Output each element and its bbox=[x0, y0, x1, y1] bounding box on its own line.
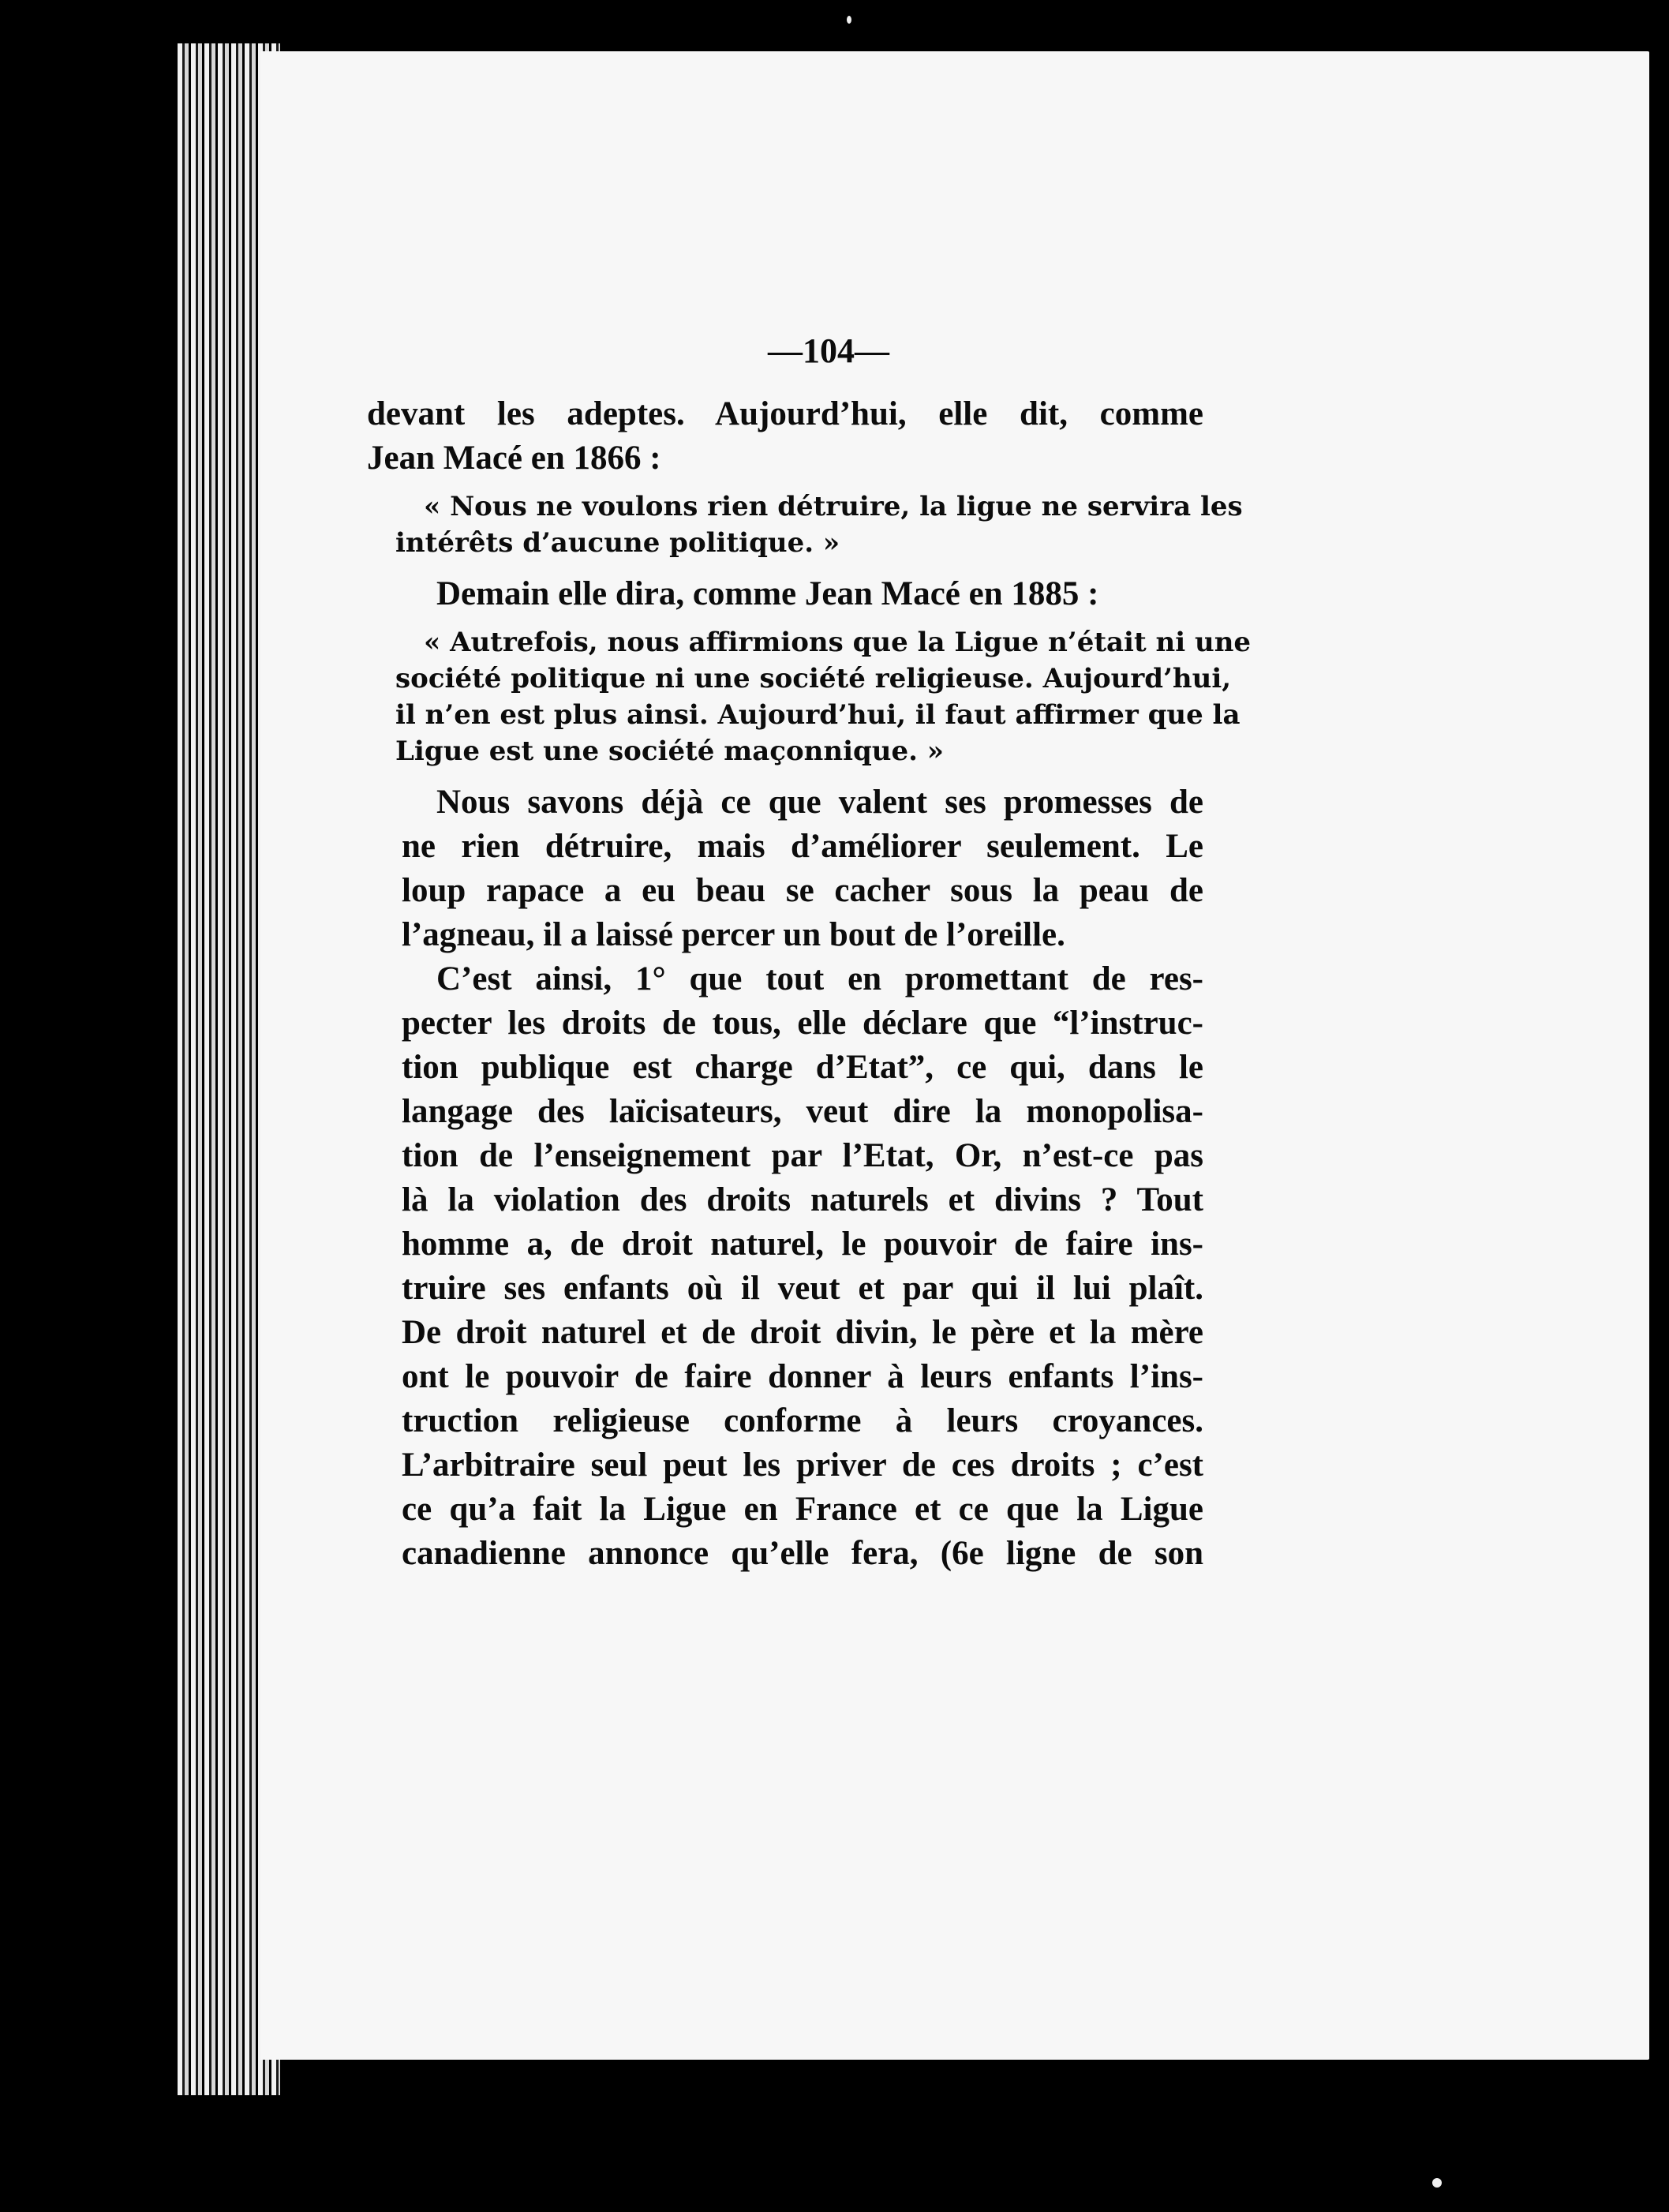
text-line: loup rapace a eu beau se cacher sous la peau de bbox=[402, 872, 1203, 909]
text-line: ont le pouvoir de faire donner à leurs enfants l’ins- bbox=[402, 1358, 1203, 1395]
text-line: devant les adeptes. Aujourd’hui, elle dit, comme bbox=[367, 395, 1203, 432]
quotation-block bbox=[367, 624, 1252, 769]
text-line: société politique ni une société religieuse. Aujourd’hui, bbox=[395, 663, 1232, 694]
text-line: L’arbitraire seul peut les priver de ces droits ; c’est bbox=[402, 1447, 1203, 1484]
text-line: truction religieuse conforme à leurs croyances. bbox=[402, 1402, 1203, 1439]
text-line: C’est ainsi, 1° que tout en promettant de res- bbox=[436, 960, 1203, 997]
text-line: intérêts d’aucune politique. » bbox=[395, 527, 840, 559]
body-text bbox=[367, 392, 1252, 1576]
scan-speck bbox=[1432, 2178, 1442, 2188]
text-line: Jean Macé en 1866 : bbox=[367, 440, 661, 477]
text-line: Demain elle dira, comme Jean Macé en 1885 : bbox=[436, 575, 1099, 612]
paragraph bbox=[367, 957, 1203, 1576]
text-line: ne rien détruire, mais d’améliorer seulement. Le bbox=[402, 828, 1203, 865]
text-line: l’agneau, il a laissé percer un bout de l’oreille. bbox=[402, 916, 1065, 953]
text-line: Ligue est une société maçonnique. » bbox=[395, 735, 945, 767]
text-line: tion de l’enseignement par l’Etat, Or, n’est-ce pas bbox=[402, 1137, 1203, 1174]
text-line: il n’en est plus ainsi. Aujourd’hui, il faut affirmer que la bbox=[395, 699, 1241, 731]
text-line: canadienne annonce qu’elle fera, (6e ligne de son bbox=[402, 1535, 1203, 1572]
paragraph bbox=[367, 572, 1203, 616]
text-line: « Autrefois, nous affirmions que la Ligue n’était ni une bbox=[424, 627, 1252, 658]
text-line: pecter les droits de tous, elle déclare que “l’instruc- bbox=[402, 1005, 1203, 1042]
text-line: là la violation des droits naturels et divins ? Tout bbox=[402, 1181, 1203, 1218]
paragraph bbox=[367, 392, 1203, 481]
text-line: langage des laïcisateurs, veut dire la monopolisa- bbox=[402, 1093, 1203, 1130]
text-line: De droit naturel et de droit divin, le père et la mère bbox=[402, 1314, 1203, 1351]
paragraph bbox=[367, 780, 1203, 957]
page-number: —104— bbox=[768, 331, 889, 370]
text-line: truire ses enfants où il veut et par qui il lui plaît. bbox=[402, 1270, 1203, 1307]
text-line: tion publique est charge d’Etat”, ce qui, dans le bbox=[402, 1049, 1203, 1086]
text-line: homme a, de droit naturel, le pouvoir de faire ins- bbox=[402, 1226, 1203, 1263]
page-content bbox=[367, 327, 1252, 1576]
scan-speck bbox=[847, 16, 851, 24]
text-line: « Nous ne voulons rien détruire, la ligue ne servira les bbox=[424, 491, 1243, 522]
quotation-block bbox=[367, 488, 1243, 561]
text-line: ce qu’a fait la Ligue en France et ce que la Ligue bbox=[402, 1491, 1203, 1528]
text-line: Nous savons déjà ce que valent ses promesses de bbox=[436, 784, 1203, 821]
